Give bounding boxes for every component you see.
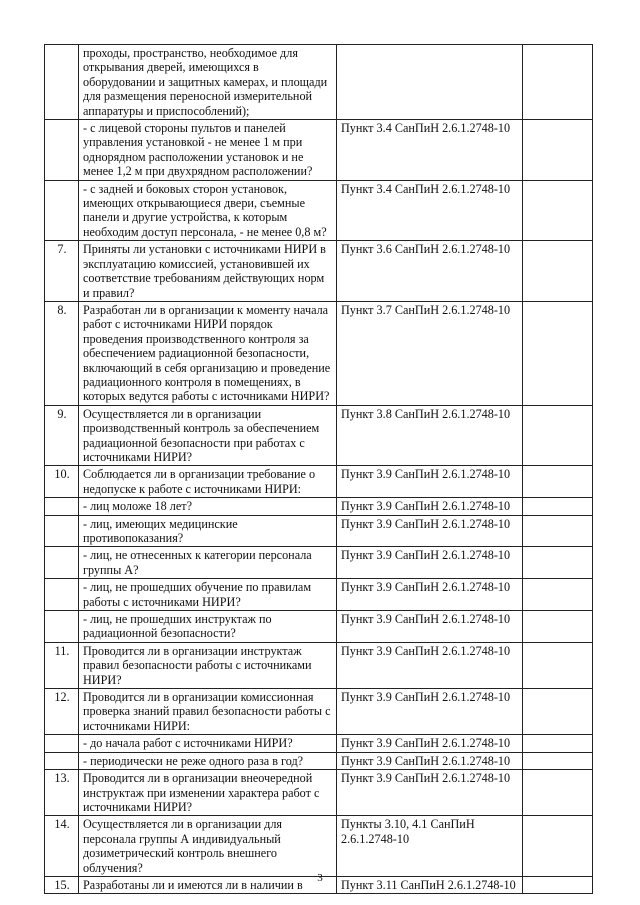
row-number [45,498,79,515]
row-number: 10. [45,466,79,498]
question-cell: Осуществляется ли в организации для персонала группы А индивидуальный дозиметрический контроль внешнего облучения? [79,816,337,877]
row-number [45,611,79,643]
row-number: 14. [45,816,79,877]
notes-cell [523,405,593,466]
table-row [45,752,593,769]
reference-cell: Пункт 3.9 СанПиН 2.6.1.2748-10 [337,547,523,579]
reference-cell: Пункт 3.4 СанПиН 2.6.1.2748-10 [337,180,523,241]
reference-cell: Пункт 3.9 СанПиН 2.6.1.2748-10 [337,515,523,547]
row-number: 7. [45,241,79,302]
reference-cell: Пункт 3.9 СанПиН 2.6.1.2748-10 [337,735,523,752]
reference-cell: Пункт 3.9 СанПиН 2.6.1.2748-10 [337,752,523,769]
table-row [45,770,593,816]
notes-cell [523,770,593,816]
notes-cell [523,498,593,515]
question-cell: - лиц, не прошедших обучение по правилам работы с источниками НИРИ? [79,579,337,611]
notes-cell [523,241,593,302]
question-cell: - лиц, имеющих медицинские противопоказания? [79,515,337,547]
table-row [45,547,593,579]
notes-cell [523,689,593,735]
question-cell: Разработаны ли и имеются ли в наличии в [79,876,337,893]
row-number [45,515,79,547]
row-number: 11. [45,642,79,688]
notes-cell [523,180,593,241]
reference-cell: Пункты 3.10, 4.1 СанПиН 2.6.1.2748-10 [337,816,523,877]
row-number: 13. [45,770,79,816]
question-cell: - лиц, не отнесенных к категории персонала группы А? [79,547,337,579]
row-number: 9. [45,405,79,466]
notes-cell [523,752,593,769]
reference-cell: Пункт 3.6 СанПиН 2.6.1.2748-10 [337,241,523,302]
table-row [45,579,593,611]
table-row [45,45,593,120]
reference-cell: Пункт 3.9 СанПиН 2.6.1.2748-10 [337,642,523,688]
question-cell: - лиц моложе 18 лет? [79,498,337,515]
notes-cell [523,735,593,752]
table-row [45,611,593,643]
table-row [45,498,593,515]
table-row [45,466,593,498]
notes-cell [523,642,593,688]
question-cell: Проводится ли в организации комиссионная проверка знаний правил безопасности работы с источниками НИРИ: [79,689,337,735]
table-row [45,241,593,302]
notes-cell [523,547,593,579]
notes-cell [523,120,593,181]
row-number [45,180,79,241]
row-number [45,752,79,769]
checklist-body [45,45,593,894]
notes-cell [523,301,593,405]
table-row [45,301,593,405]
question-cell: - периодически не реже одного раза в год? [79,752,337,769]
question-cell: Осуществляется ли в организации производственный контроль за обеспечением радиационной безопасности при работах с источниками НИРИ? [79,405,337,466]
notes-cell [523,45,593,120]
reference-cell: Пункт 3.8 СанПиН 2.6.1.2748-10 [337,405,523,466]
reference-cell: Пункт 3.9 СанПиН 2.6.1.2748-10 [337,466,523,498]
notes-cell [523,466,593,498]
row-number [45,45,79,120]
question-cell: проходы, пространство, необходимое для открывания дверей, имеющихся в оборудовании и защитных камерах, и площади для размещения переносной измерительной аппаратуры и приспособлений); [79,45,337,120]
question-cell: - лиц, не прошедших инструктаж по радиационной безопасности? [79,611,337,643]
page-number: 3 [317,872,323,884]
question-cell: Разработан ли в организации к моменту начала работ с источниками НИРИ порядок проведения производственного контроля за обеспечением радиационной безопасности, включающий в себя организацию и проведение радиационного контроля в помещениях, в которых ведутся работы с источниками НИРИ? [79,301,337,405]
question-cell: - до начала работ с источниками НИРИ? [79,735,337,752]
question-cell: Проводится ли в организации инструктаж правил безопасности работы с источниками НИРИ? [79,642,337,688]
table-row [45,515,593,547]
question-cell: Приняты ли установки с источниками НИРИ в эксплуатацию комиссией, установившей их соответствие требованиям действующих норм и правил? [79,241,337,302]
table-row [45,816,593,877]
row-number: 15. [45,876,79,893]
reference-cell: Пункт 3.9 СанПиН 2.6.1.2748-10 [337,579,523,611]
question-cell: Проводится ли в организации внеочередной инструктаж при изменении характера работ с источниками НИРИ? [79,770,337,816]
table-row [45,120,593,181]
row-number [45,579,79,611]
reference-cell: Пункт 3.4 СанПиН 2.6.1.2748-10 [337,120,523,181]
notes-cell [523,611,593,643]
table-row [45,405,593,466]
table-row [45,689,593,735]
table-row [45,735,593,752]
reference-cell: Пункт 3.9 СанПиН 2.6.1.2748-10 [337,689,523,735]
row-number [45,547,79,579]
row-number: 12. [45,689,79,735]
question-cell: - с лицевой стороны пультов и панелей управления установкой - не менее 1 м при однорядном расположении установок и не менее 1,2 м при двухрядном расположении? [79,120,337,181]
reference-cell: Пункт 3.9 СанПиН 2.6.1.2748-10 [337,498,523,515]
reference-cell: Пункт 3.7 СанПиН 2.6.1.2748-10 [337,301,523,405]
row-number [45,735,79,752]
reference-cell [337,45,523,120]
table-row [45,642,593,688]
question-cell: - с задней и боковых сторон установок, имеющих открывающиеся двери, съемные панели и другие устройства, к которым необходим доступ персонала, - не менее 0,8 м? [79,180,337,241]
notes-cell [523,515,593,547]
table-row [45,180,593,241]
row-number [45,120,79,181]
notes-cell [523,579,593,611]
reference-cell: Пункт 3.9 СанПиН 2.6.1.2748-10 [337,611,523,643]
question-cell: Соблюдается ли в организации требование о недопуске к работе с источниками НИРИ: [79,466,337,498]
reference-cell: Пункт 3.11 СанПиН 2.6.1.2748-10 [337,876,523,893]
checklist-table [44,44,593,894]
reference-cell: Пункт 3.9 СанПиН 2.6.1.2748-10 [337,770,523,816]
row-number: 8. [45,301,79,405]
notes-cell [523,816,593,877]
